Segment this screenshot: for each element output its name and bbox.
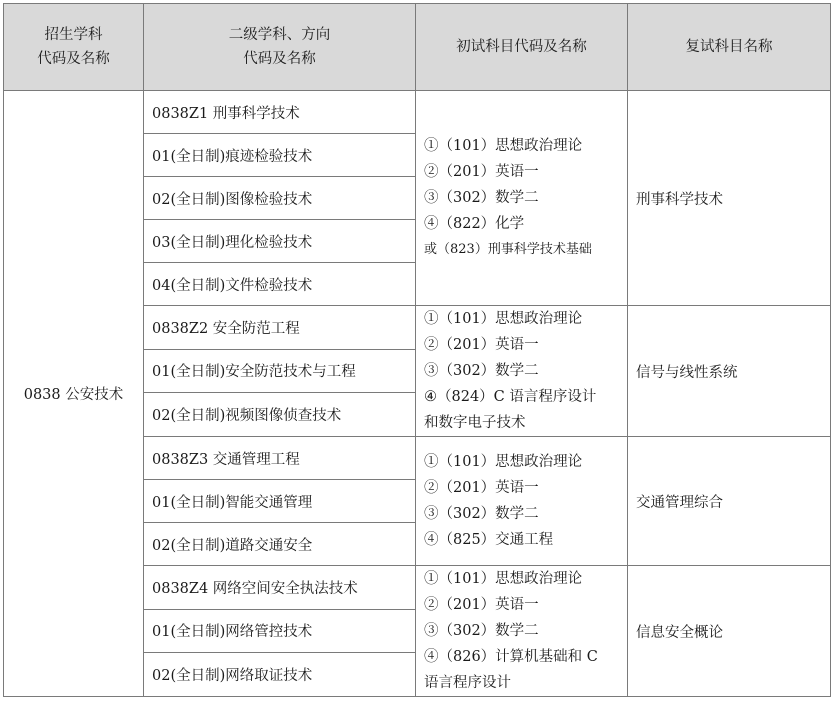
header-first-exam: 初试科目代码及名称 [416,4,628,91]
exam-subjects: ①（101）思想政治理论 ②（201）英语一 ③（302）数学二 ④（824）C 语言程序设计 和数字电子技术 [416,306,628,437]
sub-direction: 02(全日制)网络取证技术 [144,653,416,697]
retest-subject: 信息安全概论 [628,566,831,697]
sub-direction: 02(全日制)视频图像侦查技术 [144,393,416,437]
admission-table [3,3,831,697]
sub-direction: 03(全日制)理化检验技术 [144,220,416,263]
exam-subjects: ①（101）思想政治理论 ②（201）英语一 ③（302）数学二 ④（822）化学 或（823）刑事科学技术基础 [416,91,628,306]
table-header [4,4,831,91]
retest-subject: 信号与线性系统 [628,306,831,437]
direction-title: 0838Z4 网络空间安全执法技术 [144,566,416,610]
retest-subject: 刑事科学技术 [628,91,831,306]
sub-direction: 02(全日制)道路交通安全 [144,523,416,566]
direction-title: 0838Z2 安全防范工程 [144,306,416,350]
sub-direction: 01(全日制)痕迹检验技术 [144,134,416,177]
exam-subjects: ①（101）思想政治理论 ②（201）英语一 ③（302）数学二 ④（825）交通工程 [416,437,628,566]
retest-subject: 交通管理综合 [628,437,831,566]
direction-title: 0838Z1 刑事科学技术 [144,91,416,134]
header-retest: 复试科目名称 [628,4,831,91]
sub-direction: 01(全日制)智能交通管理 [144,480,416,523]
header-sub-discipline: 二级学科、方向 代码及名称 [144,4,416,91]
major-cell: 0838 公安技术 [4,91,144,697]
exam-subjects: ①（101）思想政治理论 ②（201）英语一 ③（302）数学二 ④（826）计算机基础和 C 语言程序设计 [416,566,628,697]
header-major: 招生学科 代码及名称 [4,4,144,91]
table-row [4,91,831,134]
sub-direction: 01(全日制)网络管控技术 [144,609,416,653]
direction-title: 0838Z3 交通管理工程 [144,437,416,480]
sub-direction: 01(全日制)安全防范技术与工程 [144,349,416,393]
sub-direction: 02(全日制)图像检验技术 [144,177,416,220]
sub-direction: 04(全日制)文件检验技术 [144,263,416,306]
